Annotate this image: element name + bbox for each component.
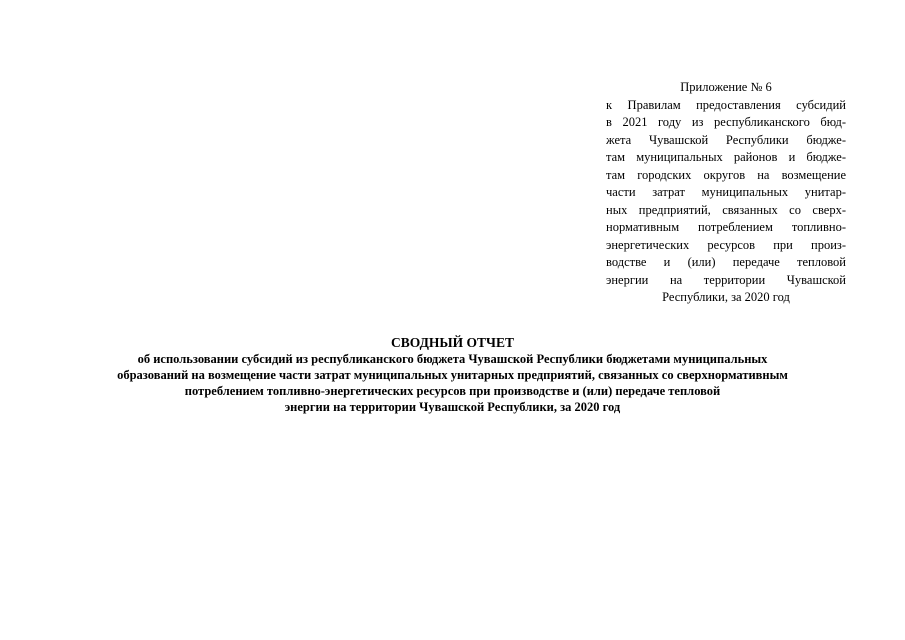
report-title: СВОДНЫЙ ОТЧЕТ bbox=[391, 335, 514, 350]
appendix-line: там муниципальных районов и бюдже- bbox=[606, 150, 846, 164]
appendix-line: жета Чувашской Республики бюдже- bbox=[606, 132, 846, 147]
appendix-line: там городских округов на возмещение bbox=[606, 167, 846, 182]
report-heading bbox=[40, 334, 865, 415]
report-subtitle-line: образований на возмещение части затрат муниципальных унитарных предприятий, связанных со сверхнормативным bbox=[117, 368, 788, 382]
report-subtitle-line: потреблением топливно-энергетических ресурсов при производстве и (или) передаче тепловой bbox=[184, 384, 721, 398]
appendix-line: Республики, за 2020 год bbox=[662, 290, 790, 304]
appendix-line: энергии на территории Чувашской bbox=[606, 272, 846, 287]
report-subtitle-line: энергии на территории Чувашской Республики, за 2020 год bbox=[284, 400, 621, 414]
appendix-line: энергетических ресурсов при произ- bbox=[606, 237, 846, 252]
appendix-line: к Правилам предоставления субсидий bbox=[606, 97, 846, 112]
appendix-title: Приложение № 6 bbox=[680, 80, 772, 94]
appendix-line: ных предприятий, связанных со сверх- bbox=[606, 202, 846, 217]
appendix-line: водстве и (или) передаче тепловой bbox=[606, 255, 846, 269]
appendix-line: нормативным потреблением топливно- bbox=[606, 220, 846, 234]
report-subtitle-line: об использовании субсидий из республиканского бюджета Чувашской Республики бюджетами муниципальных bbox=[137, 352, 768, 366]
appendix-line: части затрат муниципальных унитар- bbox=[606, 185, 846, 199]
appendix-header bbox=[606, 79, 846, 307]
appendix-line: в 2021 году из республиканского бюд- bbox=[606, 115, 846, 129]
